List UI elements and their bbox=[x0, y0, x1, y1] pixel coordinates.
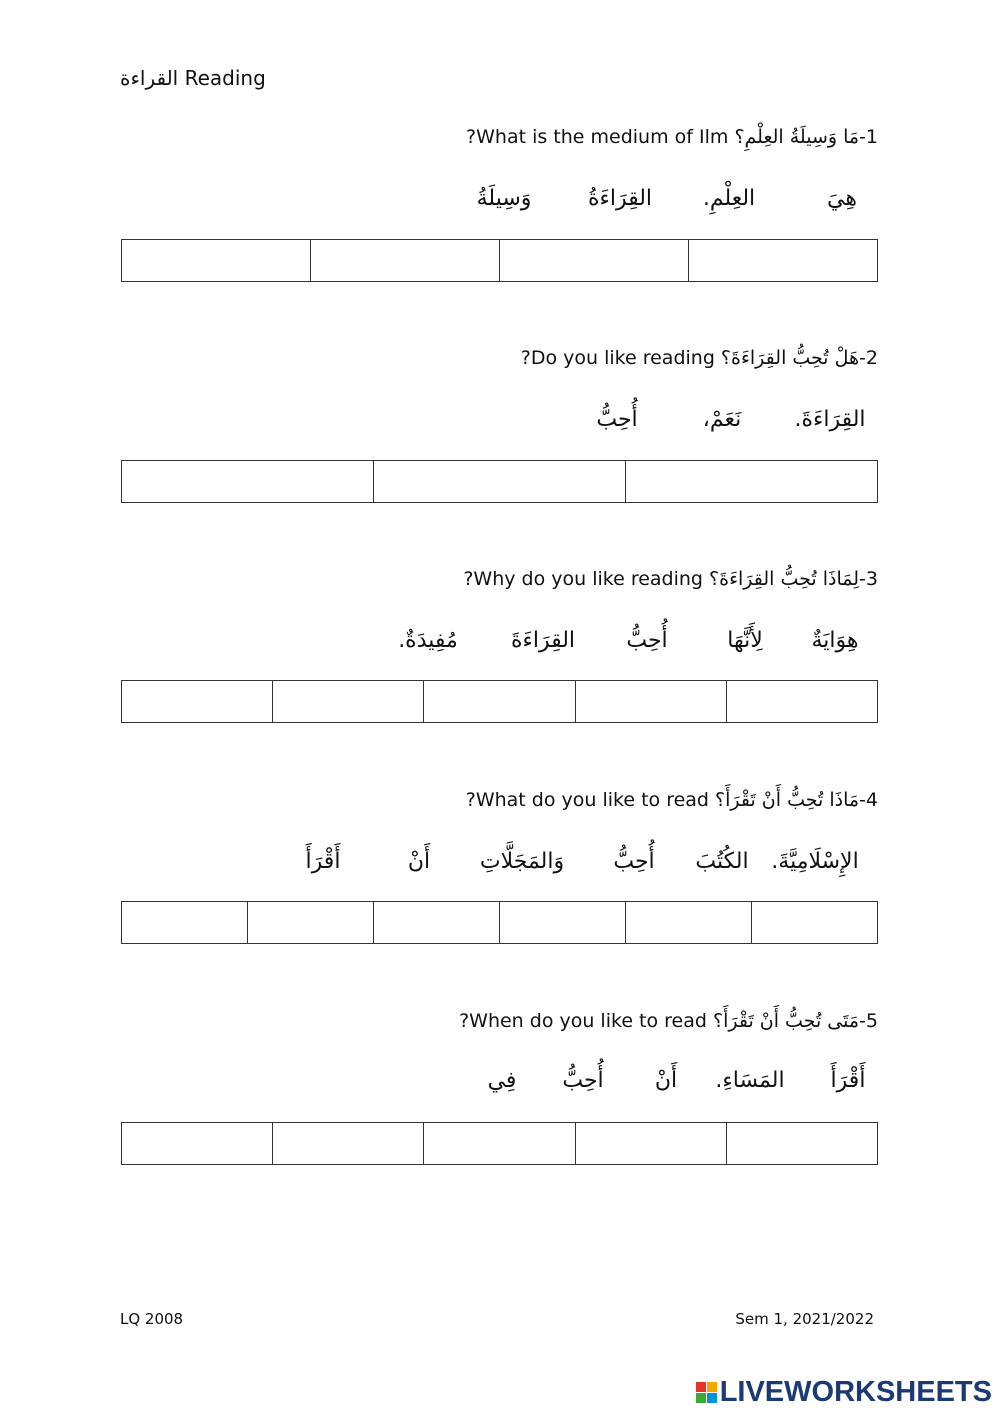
question-2-text: 2-هَلْ تُحِبُّ القِرَاءَةَ؟ Do you like reading? bbox=[520, 347, 878, 369]
word-tile[interactable]: أُحِبُّ bbox=[562, 1068, 604, 1093]
word-tile[interactable]: هِيَ bbox=[827, 186, 857, 211]
word-tile[interactable]: أُحِبُّ bbox=[613, 849, 655, 874]
logo-mark-icon bbox=[696, 1382, 717, 1403]
answer-drop-cell[interactable] bbox=[499, 902, 625, 943]
word-tile[interactable]: وَالمَجَلَّاتِ bbox=[479, 849, 565, 874]
answer-drop-cell[interactable] bbox=[122, 681, 272, 722]
answer-drop-cell[interactable] bbox=[499, 240, 688, 281]
answer-drop-cell[interactable] bbox=[575, 1123, 726, 1164]
word-tile[interactable]: نَعَمْ، bbox=[702, 407, 742, 432]
word-tile[interactable]: أَنْ bbox=[407, 849, 431, 874]
answer-drop-cell[interactable] bbox=[625, 902, 751, 943]
word-tile[interactable]: أَنْ bbox=[654, 1068, 678, 1093]
question-3-word-bank bbox=[0, 628, 1000, 658]
word-tile[interactable]: أُحِبُّ bbox=[626, 628, 668, 653]
word-tile[interactable]: الإِسْلَامِيَّةَ. bbox=[771, 849, 859, 874]
answer-drop-cell[interactable] bbox=[122, 1123, 272, 1164]
word-tile[interactable]: هِوَايَةٌ bbox=[811, 628, 859, 653]
question-4-text: 4-مَاذَا تُحِبُّ أَنْ تَقْرَأَ؟ What do you like to read? bbox=[465, 789, 878, 811]
answer-drop-cell[interactable] bbox=[310, 240, 499, 281]
word-tile[interactable]: الكُتُبَ bbox=[695, 849, 749, 874]
answer-drop-cell[interactable] bbox=[575, 681, 726, 722]
question-3-answer-row bbox=[121, 680, 878, 723]
word-tile[interactable]: وَسِيلَةُ bbox=[476, 186, 532, 211]
question-1-answer-row bbox=[121, 239, 878, 282]
question-5-text: 5-مَتَى تُحِبُّ أَنْ تَقْرَأَ؟ When do you like to read? bbox=[459, 1010, 878, 1032]
word-tile[interactable]: فِي bbox=[487, 1068, 517, 1093]
question-1-text: 1-مَا وَسِيلَةُ العِلْمِ؟ What is the medium of Ilm? bbox=[466, 126, 878, 148]
brand-name: LIVEWORKSHEETS bbox=[719, 1376, 992, 1408]
word-tile[interactable]: القِرَاءَةَ bbox=[510, 628, 576, 653]
word-tile[interactable]: العِلْمِ. bbox=[702, 186, 756, 211]
word-tile[interactable]: لِأَنَّهَا bbox=[727, 628, 763, 653]
word-tile[interactable]: القِرَاءَةُ bbox=[587, 186, 653, 211]
answer-drop-cell[interactable] bbox=[423, 1123, 574, 1164]
word-tile[interactable]: أَقْرَأَ bbox=[830, 1068, 866, 1093]
answer-drop-cell[interactable] bbox=[122, 240, 310, 281]
question-3-text: 3-لِمَاذَا تُحِبُّ القِرَاءَةَ؟ Why do you like reading? bbox=[463, 568, 878, 590]
question-1-word-bank bbox=[0, 186, 1000, 216]
word-tile[interactable]: أُحِبُّ bbox=[596, 407, 638, 432]
word-tile[interactable]: أَقْرَأَ bbox=[305, 849, 341, 874]
question-2-word-bank bbox=[0, 407, 1000, 437]
answer-drop-cell[interactable] bbox=[688, 240, 877, 281]
word-tile[interactable]: القِرَاءَةَ. bbox=[794, 407, 866, 432]
answer-drop-cell[interactable] bbox=[373, 902, 499, 943]
answer-drop-cell[interactable] bbox=[272, 681, 423, 722]
answer-drop-cell[interactable] bbox=[726, 681, 877, 722]
question-5-answer-row bbox=[121, 1122, 878, 1165]
answer-drop-cell[interactable] bbox=[122, 902, 247, 943]
word-tile[interactable]: مُفِيدَةٌ. bbox=[398, 628, 458, 653]
answer-drop-cell[interactable] bbox=[122, 461, 373, 502]
answer-drop-cell[interactable] bbox=[625, 461, 877, 502]
answer-drop-cell[interactable] bbox=[726, 1123, 877, 1164]
answer-drop-cell[interactable] bbox=[751, 902, 877, 943]
answer-drop-cell[interactable] bbox=[247, 902, 373, 943]
question-2-answer-row bbox=[121, 460, 878, 503]
question-4-word-bank bbox=[0, 849, 1000, 879]
answer-drop-cell[interactable] bbox=[272, 1123, 423, 1164]
answer-drop-cell[interactable] bbox=[423, 681, 574, 722]
footer-course-code: LQ 2008 bbox=[120, 1310, 184, 1328]
word-tile[interactable]: المَسَاءِ. bbox=[715, 1068, 785, 1093]
liveworksheets-logo bbox=[696, 1376, 992, 1409]
footer-semester: Sem 1, 2021/2022 bbox=[735, 1310, 874, 1328]
page-title: القراءة Reading bbox=[120, 66, 266, 90]
answer-drop-cell[interactable] bbox=[373, 461, 625, 502]
question-5-word-bank bbox=[0, 1068, 1000, 1098]
question-4-answer-row bbox=[121, 901, 878, 944]
